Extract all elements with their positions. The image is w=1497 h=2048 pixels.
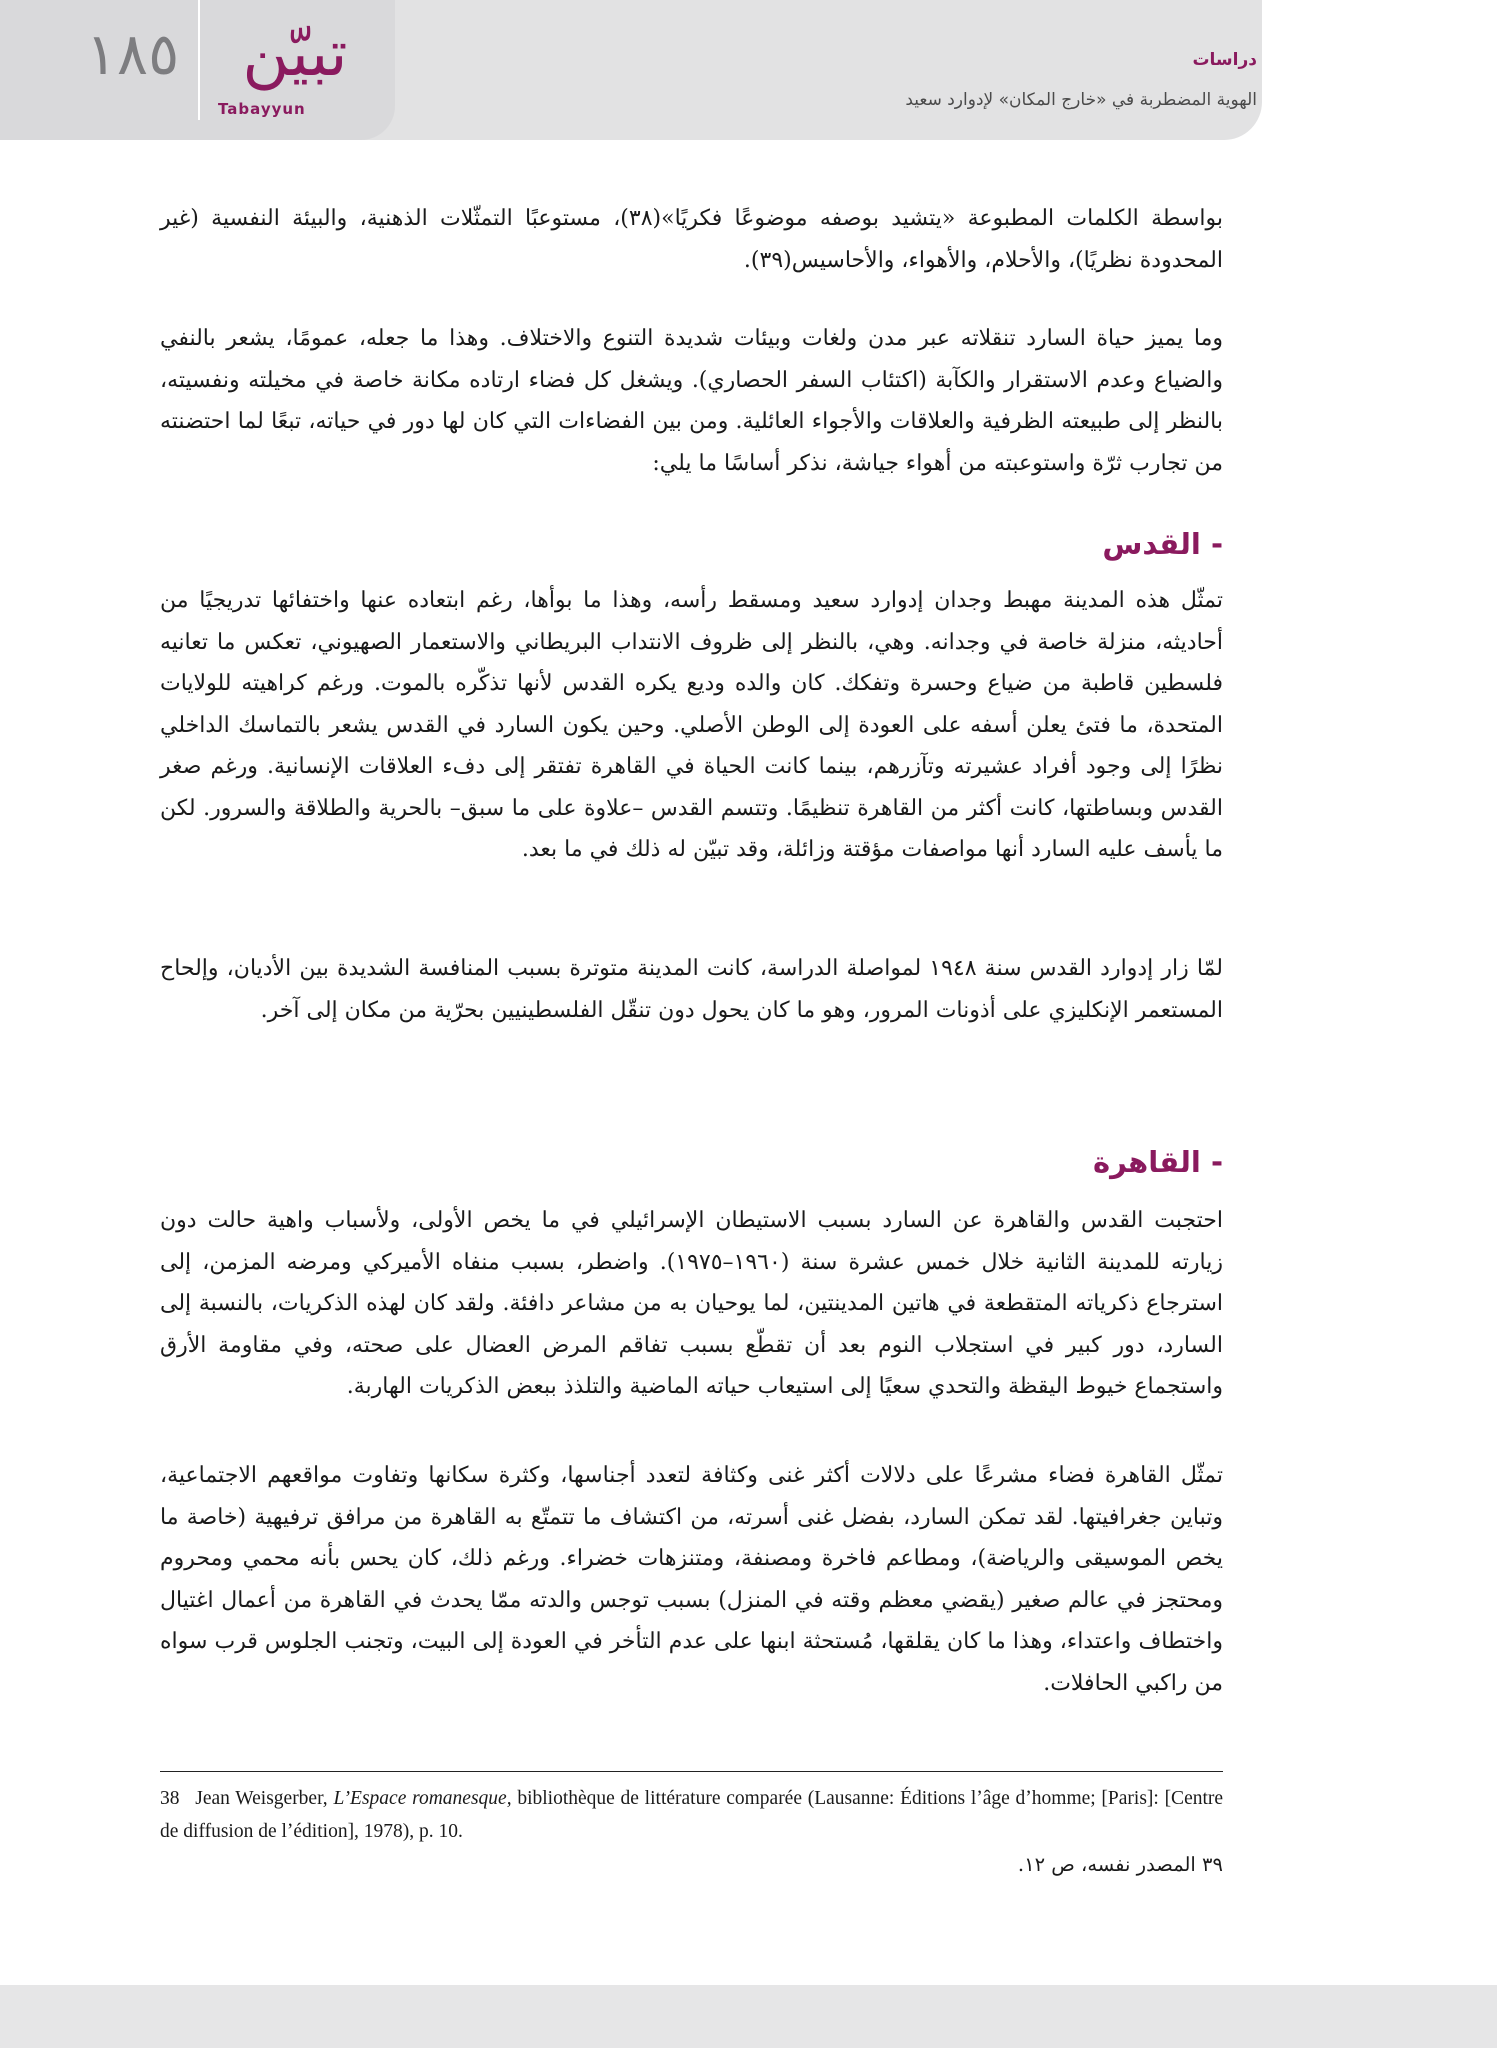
running-title: الهوية المضطربة في «خارج المكان» لإدوارد سعيد [905, 90, 1257, 110]
footnote-38-title: L’Espace romanesque, [333, 1788, 512, 1809]
footnote-38-details: bibliothèque de littérature comparée (Lausanne: Éditions lʼâge dʼhomme; [Paris]: [Centre de diffusion de lʼédition], 1978), p. 10. [160, 1788, 1224, 1842]
logo-panel [0, 0, 395, 140]
tabayyun-logo: تبيّن [242, 17, 348, 91]
paragraph-4: لمّا زار إدوارد القدس سنة ١٩٤٨ لمواصلة الدراسة، كانت المدينة متوترة بسبب المنافسة الشديدة بين الأديان، وإلحاح المستعمر الإنكليزي على أذونات المرور، وهو ما كان يحول دون تنقّل الفلسطينيين بحرّية من مكان إلى آخر. [160, 956, 1223, 1023]
paragraph-6: تمثّل القاهرة فضاء مشرعًا على دلالات أكثر غنى وكثافة لتعدد أجناسها، وكثرة سكانها وتفاوت مواقعهم الاجتماعية، وتباين جغرافيتها. لقد تمكن السارد، بفضل غنى أسرته، من اكتشاف ما تتمتّع به القاهرة من مرافق ترفيهية (خاصة ما يخص الموسيقى والرياضة)، ومطاعم فاخرة ومصنفة، ومتنزهات خضراء. ورغم ذلك، كان يحس بأنه محمي ومحروم ومحتجز في عالم صغير (يقضي معظم وقته في المنزل) بسبب توجس والدته ممّا يحدث في القاهرة من أعمال اغتيال واختطاف واعتداء، وهذا ما كان يقلقها، مُستحثة ابنها على عدم التأخر في العودة إلى البيت، وتجنب الجلوس قرب سواه من راكبي الحافلات. [160, 1463, 1223, 1696]
heading-cairo: - القاهرة [1093, 1145, 1223, 1179]
paragraph-3: تمثّل هذه المدينة مهبط وجدان إدوارد سعيد ومسقط رأسه، وهذا ما بوأها، رغم ابتعاده عنها واختفائها تدريجيًا من أحاديثه، منزلة خاصة في وجدانه. وهي، بالنظر إلى ظروف الانتداب البريطاني والاستعمار الصهيوني، تعكس ما تعانيه فلسطين قاطبة من ضياع وحسرة وتفكك. كان والده وديع يكره القدس لأنها تذكّره بالموت. ورغم كراهيته للولايات المتحدة، ما فتئ يعلن أسفه على العودة إلى الوطن الأصلي. وحين يكون السارد في القدس يشعر بالتماسك الداخلي نظرًا إلى وجود أفراد عشيرته وتآزرهم، بينما كانت الحياة في القاهرة تفتقر إلى دفء العلاقات الإنسانية. ورغم صغر القدس وبساطتها، كانت أكثر من القاهرة تنظيمًا. وتتسم القدس –علاوة على ما سبق– بالحرية والطلاقة والسرور. لكن ما يأسف عليه السارد أنها مواصفات مؤقتة وزائلة، وقد تبيّن له ذلك في ما بعد. [160, 588, 1223, 862]
header-background-right [1261, 0, 1497, 140]
page-number: ١٨٥ [85, 20, 180, 88]
paragraph-1: بواسطة الكلمات المطبوعة «يتشيد بوصفه موضوعًا فكريًا»(٣٨)، مستوعبًا التمثّلات الذهنية، والبيئة النفسية (غير المحدودة نظريًا)، والأحلام، والأهواء، والأحاسيس(٣٩). [160, 206, 1223, 273]
paragraph-5: احتجبت القدس والقاهرة عن السارد بسبب الاستيطان الإسرائيلي في ما يخص الأولى، ولأسباب واهية حالت دون زيارته للمدينة الثانية خلال خمس عشرة سنة (١٩٦٠–١٩٧٥). واضطر، بسبب منفاه الأميركي ومرضه المزمن، إلى استرجاع ذكرياته المتقطعة في هاتين المدينتين، لما يوحيان به من مشاعر دافئة. ولقد كان لهذه الذكريات، بالنسبة إلى السارد، دور كبير في استجلاب النوم بعد أن تقطّع بسبب تفاقم المرض العضال على صحته، وفي مقاومة الأرق واستجماع خيوط اليقظة والتحدي سعيًا إلى استيعاب حياته الماضية والتلذذ ببعض الذكريات الهاربة. [160, 1208, 1223, 1399]
heading-quds: - القدس [1102, 527, 1223, 561]
footnote-rule [160, 1771, 1223, 1772]
footnote-38-author: Jean Weisgerber, [195, 1788, 328, 1809]
logo-divider [198, 0, 200, 120]
section-label: دراسات [1192, 50, 1257, 70]
footnote-38-number: 38 [160, 1788, 180, 1809]
paragraph-2: وما يميز حياة السارد تنقلاته عبر مدن ولغات وبيئات شديدة التنوع والاختلاف. وهذا ما جعله، عمومًا، يشعر بالنفي والضياع وعدم الاستقرار والكآبة (اكتئاب السفر الحصاري). ويشغل كل فضاء ارتاده مكانة خاصة في مخيلته ونفسيته، بالنظر إلى طبيعته الظرفية والعلاقات والأجواء العائلية. ومن بين الفضاءات التي كان لها دور في حياته، تبعًا لما احتضنته من تجارب ثرّة واستوعبته من أهواء جياشة، نذكر أساسًا ما يلي: [160, 326, 1223, 476]
footnote-39: ٣٩ المصدر نفسه، ص ١٢. [1017, 1853, 1223, 1876]
tabayyun-logo-latin: Tabayyun [218, 100, 306, 118]
footnote-38 [160, 1782, 1223, 1848]
